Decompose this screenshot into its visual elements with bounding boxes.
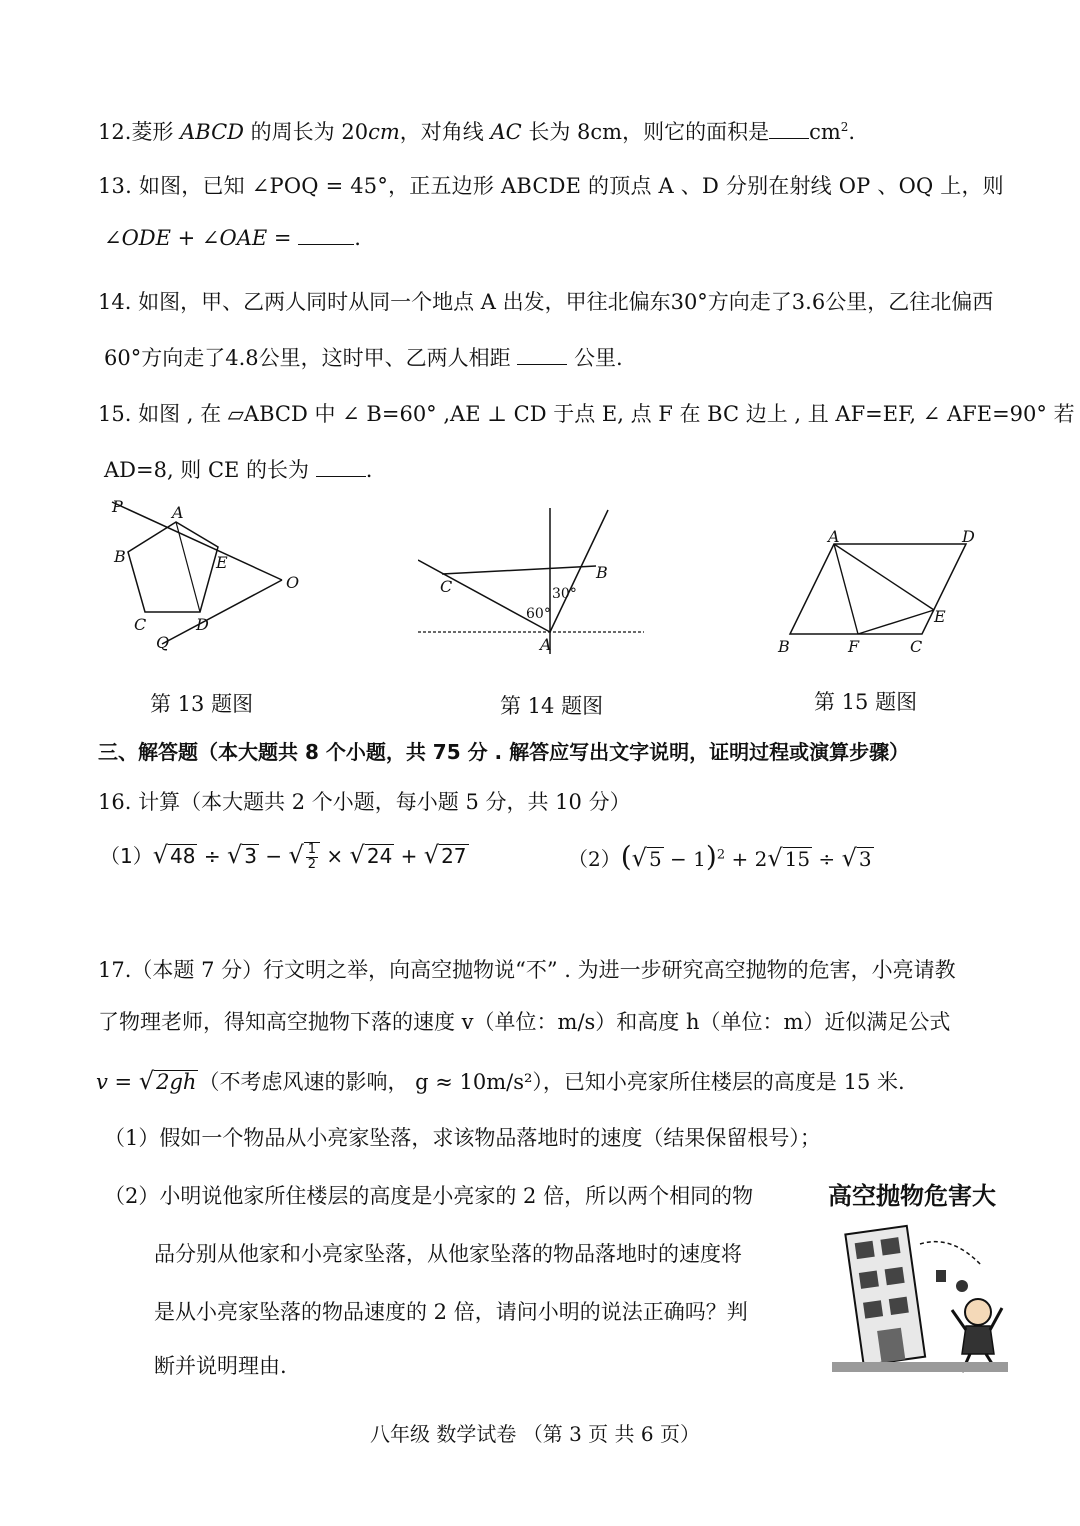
ground (832, 1362, 1008, 1372)
label-a: A (172, 503, 184, 522)
label-d: D (196, 615, 209, 634)
label-c: C (134, 615, 147, 634)
label-o: O (286, 573, 300, 592)
falling-bottle-icon (936, 1270, 946, 1282)
falling-object-icon (956, 1280, 968, 1292)
question-17-line-1: 17.（本题 7 分）行文明之举，向高空抛物说“不” . 为进一步研究高空抛物的危害，小亮请教 (98, 958, 956, 982)
caption-figure-15: 第 15 题图 (814, 690, 918, 714)
answer-blank-14[interactable] (517, 344, 567, 365)
question-17-line-3: v = √2gh（不考虑风速的影响， g ≈ 10m/s²），已知小亮家所住楼层的高度是 15 米. (96, 1067, 905, 1095)
question-17-part-2-line-3: 是从小亮家坠落的物品速度的 2 倍，请问小明的说法正确吗？判 (154, 1300, 748, 1324)
question-13-line-1: 13. 如图，已知 ∠POQ = 45°，正五边形 ABCDE 的顶点 A 、D 分别在射线 OP 、OQ 上，则 (98, 174, 1004, 198)
label-f: F (848, 637, 860, 656)
label-e: E (216, 553, 228, 572)
label-b: B (114, 547, 126, 566)
question-16-title: 16. 计算（本大题共 2 个小题，每小题 5 分，共 10 分） (98, 790, 631, 814)
startled-person-icon (952, 1299, 1002, 1372)
question-16-part-2: （2）(√ 5 − 1)$^2$ + 2√ 15 ÷ √ 3 (568, 840, 872, 873)
segment-fe (858, 610, 934, 634)
question-15-line-1: 15. 如图 , 在 ▱ABCD 中 ∠ B=60° ,AE ⊥ CD 于点 E, 点 F 在 BC 边上 , 且 AF=EF, ∠ AFE=90° 若 (98, 402, 1075, 426)
label-c: C (910, 637, 923, 656)
answer-blank-13[interactable] (298, 224, 354, 245)
question-15-line-2: AD=8, 则 CE 的长为 . (104, 458, 373, 482)
angle-60-label: 60° (526, 606, 551, 622)
question-13-line-2: ∠ODE + ∠OAE = . (104, 226, 361, 250)
question-17-part-1: （1）假如一个物品从小亮家坠落，求该物品落地时的速度（结果保留根号）； (104, 1126, 821, 1150)
question-17-part-2-line-1: （2）小明说他家所住楼层的高度是小亮家的 2 倍，所以两个相同的物 (104, 1184, 754, 1208)
falling-object-illustration (832, 1214, 1008, 1374)
caption-figure-14: 第 14 题图 (500, 694, 604, 718)
label-p: P (112, 497, 123, 516)
question-14-line-2: 60°方向走了4.8公里，这时甲、乙两人相距 公里. (104, 346, 623, 370)
question-17-line-2: 了物理老师，得知高空抛物下落的速度 v（单位：m/s）和高度 h（单位：m）近似满足公式 (98, 1010, 951, 1034)
ray-op (112, 502, 282, 580)
question-14-line-1: 14. 如图，甲、乙两人同时从同一个地点 A 出发，甲往北偏东30°方向走了3.6公里，乙往北偏西 (98, 290, 994, 314)
label-c: C (440, 577, 453, 596)
label-a: A (828, 530, 840, 546)
caption-figure-13: 第 13 题图 (150, 692, 254, 716)
page-footer: 八年级 数学试卷 （第 3 页 共 6 页） (370, 1422, 700, 1446)
label-b: B (596, 563, 608, 582)
label-d: D (962, 530, 975, 546)
angle-30-label: 30° (552, 586, 577, 602)
question-12: 12.菱形 ABCD 的周长为 20cm，对角线 AC 长为 8cm，则它的面积是 $cm^2$. (98, 120, 856, 144)
label-q: Q (156, 633, 170, 652)
question-17-part-2-line-2: 品分别从他家和小亮家坠落，从他家坠落的物品落地时的速度将 (154, 1242, 742, 1266)
tilted-building (845, 1226, 925, 1365)
figure-14-directions (418, 508, 648, 658)
section-3-heading: 三、解答题（本大题共 8 个小题，共 75 分 . 解答应写出文字说明，证明过程或演算步骤） (98, 740, 910, 764)
answer-blank-15[interactable] (316, 456, 366, 477)
label-a: A (540, 635, 552, 654)
figure-15-parallelogram (774, 530, 984, 660)
label-b: B (778, 637, 790, 656)
pentagon-abcde (128, 522, 218, 612)
diagonal-ad (176, 522, 200, 612)
falling-trajectory (920, 1242, 982, 1266)
question-16-part-1: （1）√ 48 ÷ √ 3 − √ $\frac{1}{2}$ × √ 24 + √ 27 (100, 841, 467, 872)
question-17-part-2-line-4: 断并说明理由. (154, 1354, 287, 1378)
answer-blank-12[interactable] (769, 118, 809, 139)
label-e: E (934, 607, 946, 626)
figure-13-pentagon (100, 492, 310, 662)
segment-bc (442, 566, 596, 574)
poster-title: 高空抛物危害大 (828, 1182, 996, 1210)
